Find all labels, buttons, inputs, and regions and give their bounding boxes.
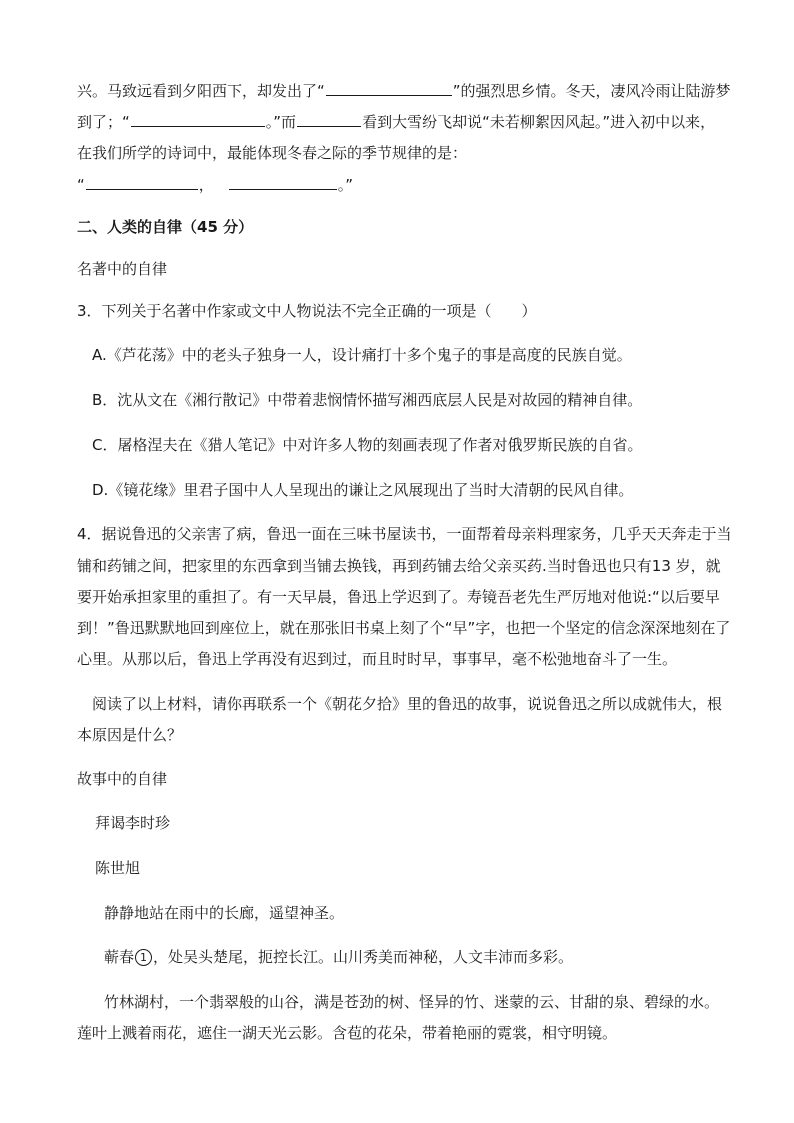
question-3-stem: 3．下列关于名著中作家或文中人物说法不完全正确的一项是（ ） <box>77 302 537 320</box>
question-4-line: 到！”鲁迅默默地回到座位上，就在那张旧书桌上刻了个“早”字，也把一个坚定的信念深深地刻在了 <box>77 619 731 637</box>
question-4-prompt: 阅读了以上材料，请你再联系一个《朝花夕拾》里的鲁迅的故事，说说鲁迅之所以成就伟大，根 <box>92 695 723 713</box>
question-3-option-d: D.《镜花缘》里君子国中人人呈现出的谦让之风展现出了当时大清朝的民风自律。 <box>92 481 634 499</box>
story-paragraph <box>104 946 717 968</box>
poem-line-3: 在我们所学的诗词中，最能体现冬春之际的季节规律的是： <box>77 144 468 162</box>
question-4-line: 4．据说鲁迅的父亲害了病，鲁迅一面在三味书屋读书，一面帮着母亲料理家务，几乎天天奔走于当 <box>77 525 732 543</box>
poem-line-1 <box>77 80 731 102</box>
text-run: 。”而 <box>265 113 297 131</box>
question-4-line: 心里。从那以后，鲁迅上学再没有迟到过，而且时时早，事事早，毫不松弛地奋斗了一生。 <box>77 650 678 668</box>
story-author: 陈世旭 <box>95 859 141 877</box>
answer-blank[interactable] <box>297 111 361 127</box>
subsection-heading: 名著中的自律 <box>77 260 168 278</box>
footnote-marker: 1 <box>135 949 152 966</box>
text-run: ”的强烈思乡情。冬天，凄风冷雨让陆游梦 <box>452 82 731 100</box>
story-paragraph: 静静地站在雨中的长廊，遥望神圣。 <box>104 904 345 922</box>
story-title: 拜谒李时珍 <box>95 814 171 832</box>
text-run: “ <box>77 176 85 194</box>
story-paragraph: 竹林湖村，一个翡翠般的山谷，满是苍劲的树、怪异的竹、迷蒙的云、甘甜的泉、碧绿的水。 <box>104 993 720 1011</box>
text-run: 看到大雪纷飞却说“未若柳絮因风起。”进入初中以来， <box>362 113 716 131</box>
answer-blank[interactable] <box>326 80 452 96</box>
question-4-line: 要开始承担家里的重担了。有一天早晨，鲁迅上学迟到了。寿镜吾老先生严厉地对他说:“以后要早 <box>77 588 720 606</box>
text-run: ， <box>198 176 214 194</box>
text-run: 蕲春 <box>104 948 135 966</box>
text-run: 到了；“ <box>77 113 130 131</box>
question-3-option-b: B．沈从文在《湘行散记》中带着悲悯情怀描写湘西底层人民是对故园的精神自律。 <box>92 391 643 409</box>
poem-line-4 <box>77 174 717 196</box>
story-paragraph: 莲叶上溅着雨花，遮住一湖天光云影。含苞的花朵，带着艳丽的霓裳，相守明镜。 <box>77 1024 618 1042</box>
question-4-line: 铺和药铺之间，把家里的东西拿到当铺去换钱，再到药铺去给父亲买药.当时鲁迅也只有13 岁，就 <box>77 557 721 575</box>
answer-blank[interactable] <box>86 174 198 190</box>
poem-line-2 <box>77 111 717 133</box>
section-heading: 二、人类的自律（45 分） <box>77 218 254 236</box>
text-run: 。” <box>337 176 354 194</box>
answer-blank[interactable] <box>229 174 337 190</box>
text-run: 兴。马致远看到夕阳西下，却发出了“ <box>77 82 325 100</box>
question-4-prompt: 本原因是什么？ <box>77 726 183 744</box>
question-3-option-c: C．屠格涅夫在《猎人笔记》中对许多人物的刻画表现了作者对俄罗斯民族的自省。 <box>92 436 643 454</box>
text-run: ，处吴头楚尾，扼控长江。山川秀美而神秘，人文丰沛而多彩。 <box>153 948 574 966</box>
question-3-option-a: A.《芦花荡》中的老头子独身一人，设计痛打十多个鬼子的事是高度的民族自觉。 <box>92 346 632 364</box>
answer-blank[interactable] <box>131 111 265 127</box>
subsection-heading: 故事中的自律 <box>77 770 168 788</box>
